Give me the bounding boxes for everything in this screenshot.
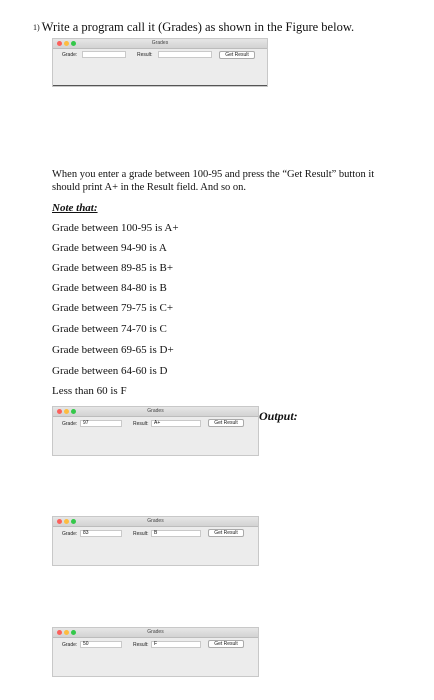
result-field[interactable] (158, 51, 212, 58)
grade-field[interactable]: 50 (80, 641, 122, 648)
result-label: Result: (133, 642, 149, 648)
grade-label: Grade: (62, 642, 78, 648)
grades-window-example (52, 406, 259, 456)
result-label: Result: (137, 52, 153, 58)
window-title: Grades (147, 408, 164, 414)
grade-rule: Grade between 64-60 is D (52, 365, 168, 377)
grade-label: Grade: (62, 421, 78, 427)
result-field[interactable]: B (151, 530, 201, 537)
grade-rule: Grade between 94-90 is A (52, 242, 167, 254)
grade-rule: Less than 60 is F (52, 385, 127, 397)
get-result-button[interactable]: Get Result (208, 529, 244, 537)
question-line (33, 20, 354, 35)
window-title: Grades (151, 40, 169, 46)
window-title: Grades (147, 518, 164, 524)
window-titlebar (53, 39, 267, 49)
result-label: Result: (133, 421, 149, 427)
grade-rule: Grade between 79-75 is C+ (52, 302, 174, 314)
grade-rule: Grade between 69-65 is D+ (52, 344, 174, 356)
question-text: Write a program call it (Grades) as shown in the Figure below. (41, 20, 355, 34)
grade-field[interactable] (82, 51, 126, 58)
window-titlebar (53, 517, 258, 527)
get-result-button[interactable]: Get Result (208, 640, 244, 648)
get-result-button[interactable]: Get Result (219, 51, 255, 59)
grade-rule: Grade between 74-70 is C (52, 323, 167, 335)
grades-window-example (52, 516, 259, 566)
grade-rule: Grade between 84-80 is B (52, 282, 167, 294)
grade-rule: Grade between 89-85 is B+ (52, 262, 174, 274)
result-field[interactable]: A+ (151, 420, 201, 427)
window-bottom-edge (53, 85, 267, 86)
grade-label: Grade: (62, 52, 78, 58)
output-label: Output: (259, 409, 298, 423)
question-number: 1) (33, 23, 40, 32)
grade-field[interactable]: 97 (80, 420, 122, 427)
window-title: Grades (147, 629, 164, 635)
window-titlebar (53, 628, 258, 638)
get-result-button[interactable]: Get Result (208, 419, 244, 427)
grade-label: Grade: (62, 531, 78, 537)
result-label: Result: (133, 531, 149, 537)
grade-rule: Grade between 100-95 is A+ (52, 222, 179, 234)
window-titlebar (53, 407, 258, 417)
grade-field[interactable]: 83 (80, 530, 122, 537)
note-heading: Note that: (52, 202, 98, 214)
result-field[interactable]: F (151, 641, 201, 648)
description: When you enter a grade between 100-95 and press the “Get Result” button it should print A+ in the Result field. And so on. (52, 169, 375, 193)
grades-window-example (52, 627, 259, 677)
grades-window-figure (52, 38, 268, 87)
